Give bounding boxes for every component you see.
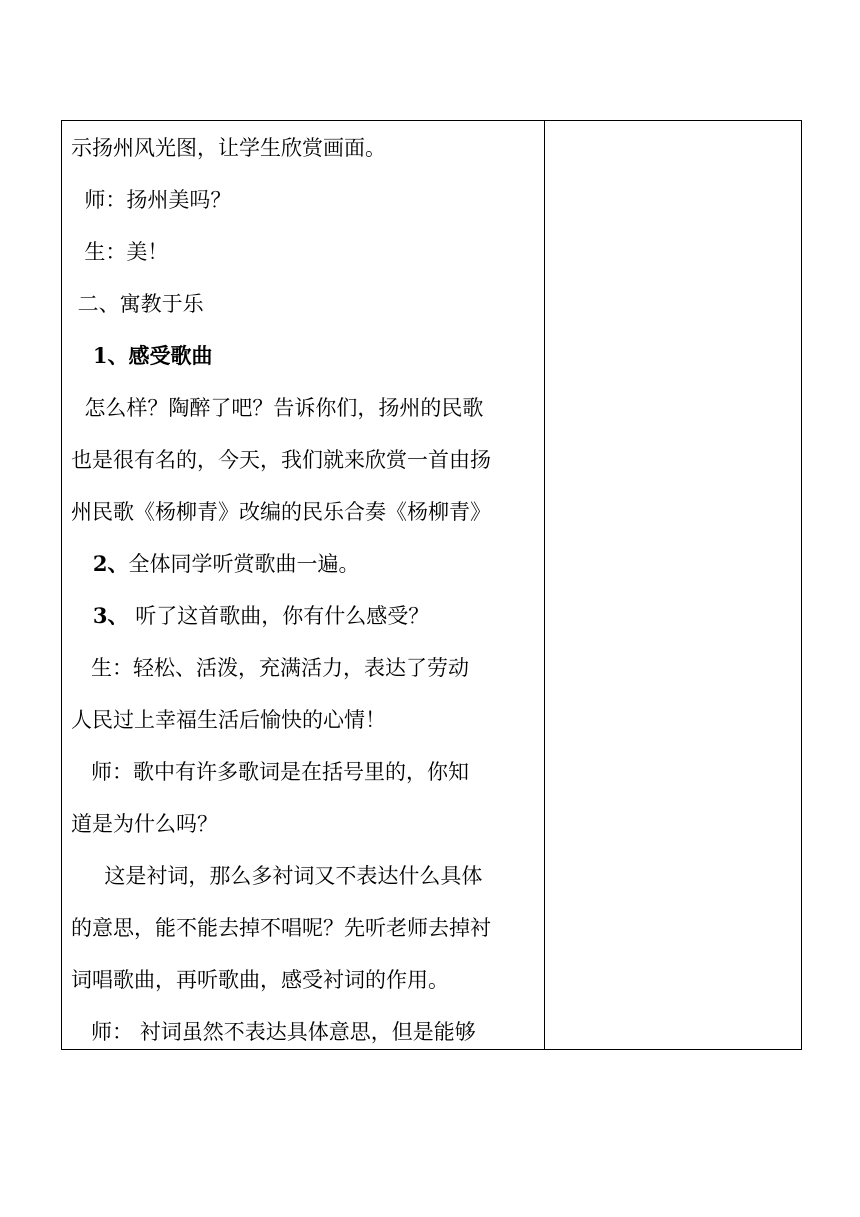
text-line-2: 师：扬州美吗？: [71, 188, 232, 212]
text-line-12: 人民过上幸福生活后愉快的心情！: [71, 708, 386, 732]
text-line-14: 道是为什么吗？: [71, 812, 218, 836]
text-line-8: 州民歌《杨柳青》改编的民乐合奏《杨柳青》: [71, 500, 491, 524]
text-line-3: 生：美！: [71, 240, 169, 264]
text-line-17: 词唱歌曲，再听歌曲，感受衬词的作用。: [71, 968, 449, 992]
text-line-6: 怎么样？陶醉了吧？告诉你们，扬州的民歌: [71, 396, 484, 420]
step-3-line: 3、 听了这首歌曲，你有什么感受？: [71, 603, 430, 628]
subsection-heading-1: 1、感受歌曲: [71, 343, 213, 368]
lesson-content-cell: [62, 121, 545, 1049]
text-line-11: 生：轻松、活泼，充满活力，表达了劳动: [71, 656, 470, 680]
step-2-line: 2、全体同学听赏歌曲一遍。: [71, 551, 360, 576]
text-line-7: 也是很有名的，今天，我们就来欣赏一首由扬: [71, 448, 491, 472]
section-heading: 二、寓教于乐: [71, 292, 204, 316]
text-line-1: 示扬州风光图，让学生欣赏画面。: [71, 136, 386, 160]
text-line-15: 这是衬词，那么多衬词又不表达什么具体: [71, 864, 483, 888]
notes-cell: [545, 121, 801, 1049]
text-line-13: 师：歌中有许多歌词是在括号里的，你知: [71, 760, 470, 784]
text-line-18: 师： 衬词虽然不表达具体意思，但是能够: [71, 1020, 476, 1044]
text-line-16: 的意思，能不能去掉不唱呢？先听老师去掉衬: [71, 916, 491, 940]
lesson-table: [61, 120, 802, 1050]
